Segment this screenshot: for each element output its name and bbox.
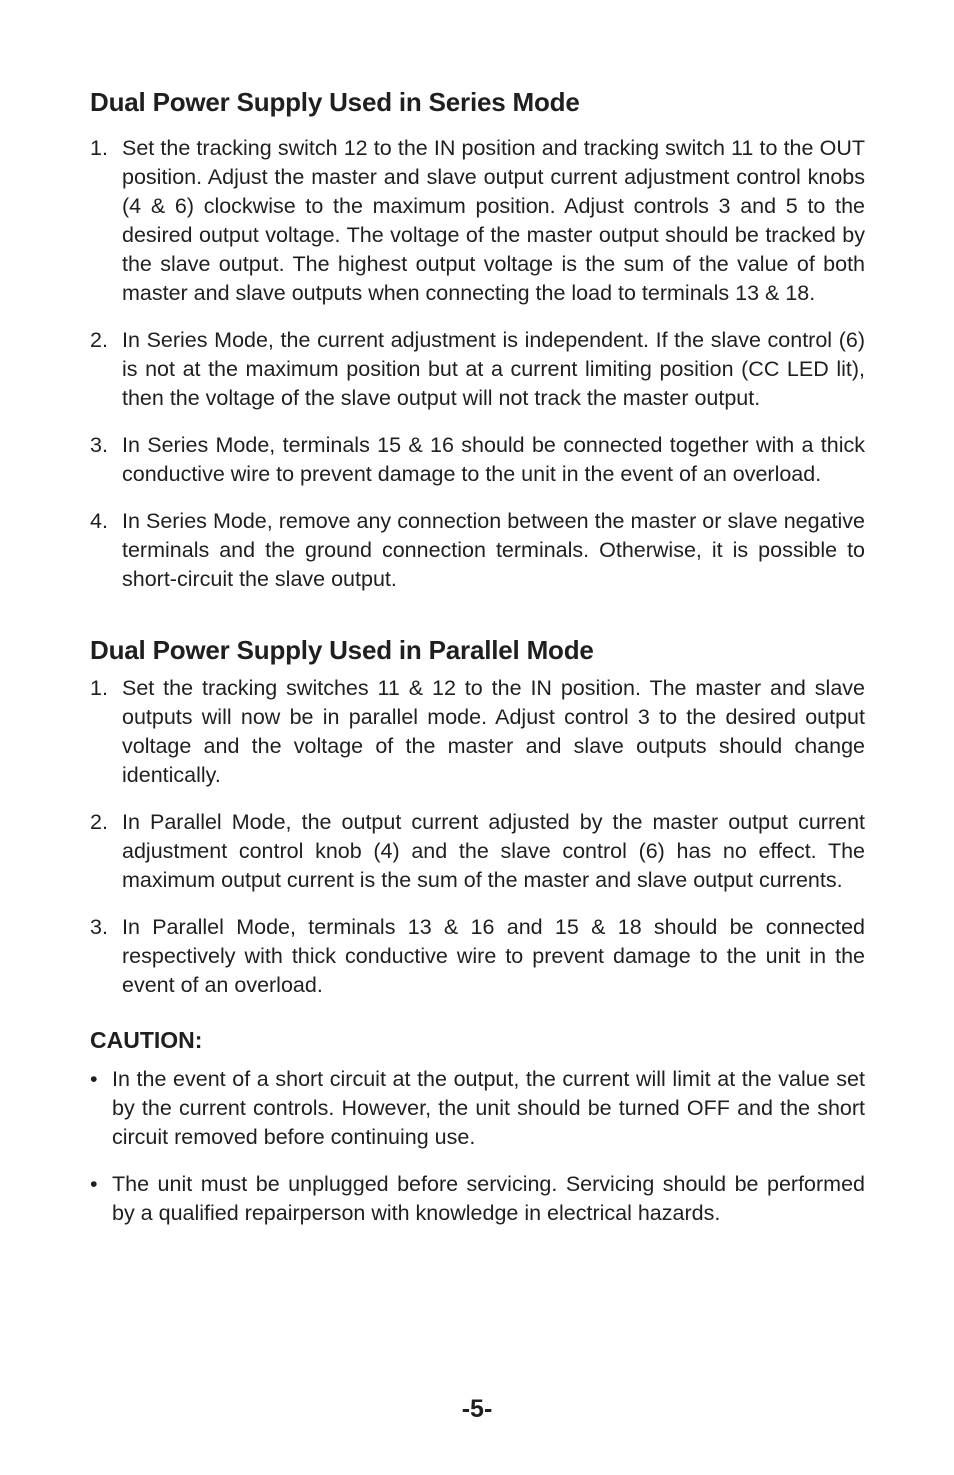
manual-page xyxy=(90,80,865,1228)
series-step-4 xyxy=(90,507,865,594)
parallel-mode-steps xyxy=(90,674,865,1000)
caution-text: In the event of a short circuit at the output, the current will limit at the value set by the current controls. However, the unit should be turned OFF and the short circuit removed before continuing use. xyxy=(112,1067,865,1149)
step-number: 3. xyxy=(90,433,108,457)
series-step-2 xyxy=(90,326,865,413)
caution-item-1 xyxy=(90,1065,865,1152)
step-text: In Parallel Mode, the output current adjusted by the master output current adjustment control knob (4) and the slave control (6) has no effect. The maximum output current is the sum of the master and slave output currents. xyxy=(122,810,865,892)
caution-list xyxy=(90,1065,865,1228)
parallel-step-2 xyxy=(90,808,865,895)
step-number: 3. xyxy=(90,915,108,939)
bullet-marker: • xyxy=(90,1172,98,1196)
step-text: Set the tracking switch 12 to the IN position and tracking switch 11 to the OUT position. Adjust the master and slave output current adjustment control knobs (4 & 6) clockwise to the maximum position. Adjust controls 3 and 5 to the desired output voltage. The voltage of the master output should be tracked by the slave output. The highest output voltage is the sum of the value of both master and slave outputs when connecting the load to terminals 13 & 18. xyxy=(122,136,865,305)
series-step-3 xyxy=(90,431,865,489)
caution-text: The unit must be unplugged before servicing. Servicing should be performed by a qualified repairperson with knowledge in electrical hazards. xyxy=(112,1172,865,1225)
parallel-step-3 xyxy=(90,913,865,1000)
step-text: In Series Mode, the current adjustment is independent. If the slave control (6) is not at the maximum position but at a current limiting position (CC LED lit), then the voltage of the slave output will not track the master output. xyxy=(122,328,865,410)
step-number: 1. xyxy=(90,676,108,700)
step-text: Set the tracking switches 11 & 12 to the IN position. The master and slave outputs will now be in parallel mode. Adjust control 3 to the desired output voltage and the voltage of the master and slave outputs should change identically. xyxy=(122,676,865,787)
series-mode-steps xyxy=(90,134,865,594)
step-text: In Parallel Mode, terminals 13 & 16 and 15 & 18 should be connected respectively with thick conductive wire to prevent damage to the unit in the event of an overload. xyxy=(122,915,865,997)
caution-section xyxy=(90,1024,865,1228)
step-text: In Series Mode, terminals 15 & 16 should be connected together with a thick conductive wire to prevent damage to the unit in the event of an overload. xyxy=(122,433,865,486)
parallel-step-1 xyxy=(90,674,865,790)
series-mode-section xyxy=(90,84,865,594)
caution-heading: CAUTION: xyxy=(90,1027,203,1053)
step-number: 2. xyxy=(90,328,108,352)
step-number: 4. xyxy=(90,509,108,533)
step-text: In Series Mode, remove any connection between the master or slave negative terminals and the ground connection terminals. Otherwise, it is possible to short-circuit the slave output. xyxy=(122,509,865,591)
series-mode-heading: Dual Power Supply Used in Series Mode xyxy=(90,87,580,117)
step-number: 2. xyxy=(90,810,108,834)
bullet-marker: • xyxy=(90,1067,98,1091)
page-number: -5- xyxy=(461,1395,493,1423)
caution-item-2 xyxy=(90,1170,865,1228)
step-number: 1. xyxy=(90,136,108,160)
parallel-mode-section xyxy=(90,632,865,1000)
series-step-1 xyxy=(90,134,865,308)
parallel-mode-heading: Dual Power Supply Used in Parallel Mode xyxy=(90,635,594,665)
